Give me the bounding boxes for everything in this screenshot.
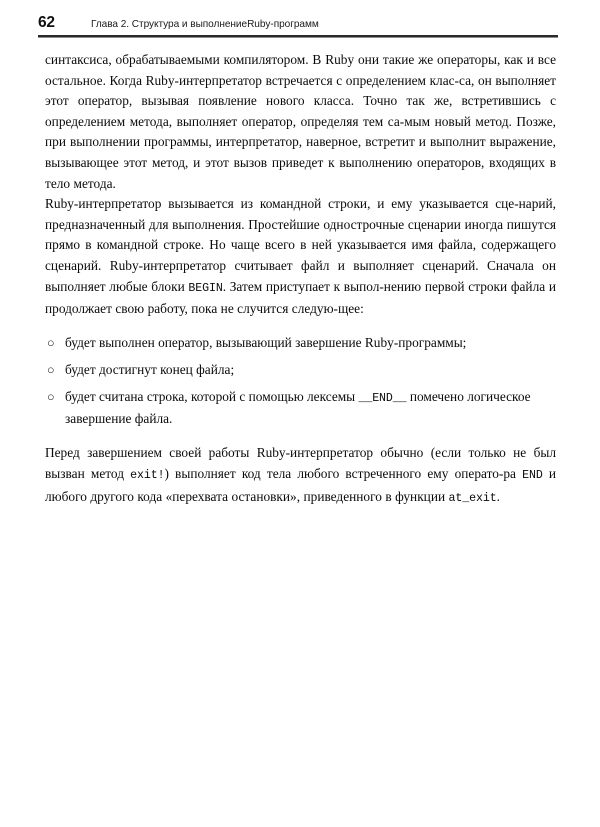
code-token-at-exit: at_exit: [448, 491, 497, 505]
list-item-text: будет достигнут конец файла;: [65, 361, 235, 377]
header-divider-rule: [38, 35, 558, 37]
code-token-exit-bang: exit!: [130, 468, 165, 482]
paragraph-1-text: синтаксиса, обрабатываемыми компилятором. В Ruby они такие же операторы, как и все остальное. Когда Ruby-интерпретатор встречается с определением клас-са, он выполняет этот оператор, вызывая появление нового класса. Точно так же, встретившись с определением метода, выполняет оператор, определяя тем са-мым новый метод. Позже, при выполнении программы, интерпретатор, наверное, встретит и выполнит выражение, вызывающее этот метод, и этот вызов приведет к выполнению операторов, входящих в тело метода.: [45, 52, 556, 191]
text-block: [45, 50, 556, 509]
list-item-text-part-1: будет считана строка, которой с помощью лексемы: [65, 388, 359, 404]
paragraph-3-text-part-1: Перед завершением своей работы Ruby-интерпретатор обычно (если только не был вызван метод: [45, 445, 556, 481]
paragraph-1: [45, 50, 556, 194]
chapter-title: Глава 2. Структура и выполнениеRuby-программ: [91, 19, 319, 30]
paragraph-3: [45, 443, 556, 509]
paragraph-3-text-part-3: и любого другого кода «перехвата остановки», приведенного в функции: [45, 465, 556, 504]
paragraph-3-text-part-2: ) выполняет код тела любого встреченного ему операто-ра: [164, 465, 523, 481]
list-item: [45, 387, 556, 430]
paragraph-2: [45, 194, 556, 320]
page-number: 62: [38, 14, 55, 31]
bullet-list: [45, 333, 556, 430]
list-item-text: будет выполнен оператор, вызывающий завершение Ruby-программы;: [65, 334, 467, 350]
paragraph-2-text-part-2: . Затем приступает к выпол-нению первой строки файла и продолжает свою работу, пока не случится следую-щее:: [45, 278, 556, 317]
circle-bullet-icon: ○: [47, 336, 55, 351]
code-token-begin: BEGIN: [188, 281, 223, 295]
code-token-end: END: [522, 468, 543, 482]
running-head: [38, 14, 558, 32]
list-item-text-part-2: помечено логическое завершение файла.: [65, 388, 531, 426]
circle-bullet-icon: ○: [47, 363, 55, 378]
list-item: [45, 333, 556, 353]
paragraph-2-text-part-1: Ruby-интерпретатор вызывается из командной строки, и ему указывается сце-нарий, предназначенный для выполнения. Простейшие однострочные сценарии иногда пишутся прямо в командной строке. Но чаще всего в ней указывается имя файла, содержащего сценарий. Ruby-интерпретатор считывает файл и выполняет сценарий. Сначала он выполняет любые блоки: [45, 196, 556, 294]
list-item: [45, 360, 556, 380]
paragraph-3-text-part-4: .: [496, 488, 500, 504]
code-token-end-marker: __END__: [358, 391, 407, 405]
circle-bullet-icon: ○: [47, 390, 55, 405]
